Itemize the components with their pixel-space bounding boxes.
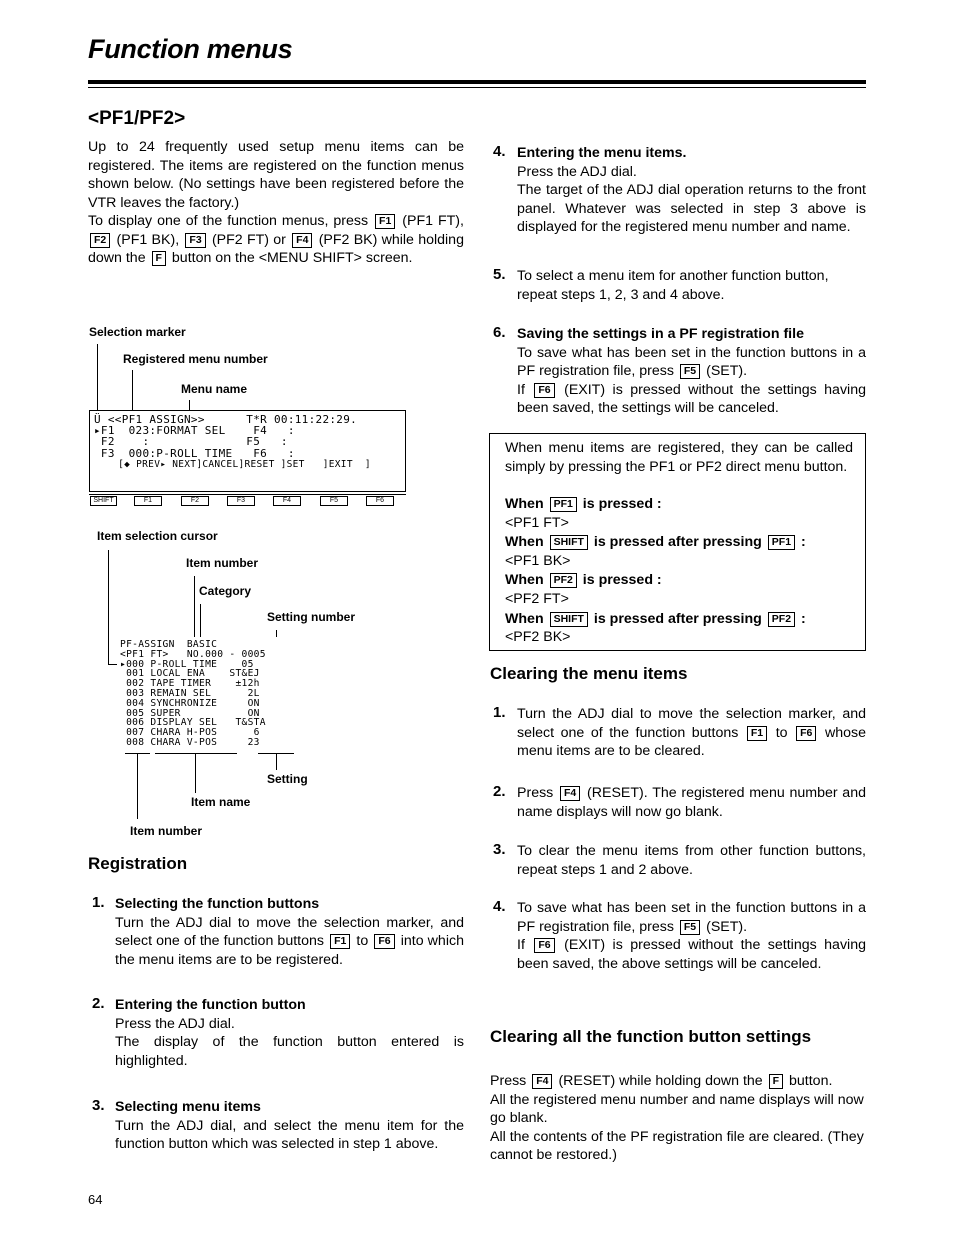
step-text: (SET). [706,363,748,380]
label-category: Category [199,584,252,598]
fkey-strip-line [89,494,406,495]
label-item-number-top: Item number [186,556,259,570]
step-body [517,381,866,418]
lcd-row: PF-ASSIGN BASIC [120,639,218,650]
note-rules [505,495,853,647]
step-body: Press the ADJ dial. [115,1015,235,1032]
fkey-f6: F6 [366,496,394,506]
key-f2: F2 [90,233,110,248]
step-text: If [517,381,525,398]
note-result: <PF2 BK> [505,629,571,646]
label-registered-menu-number: Registered menu number [123,352,268,366]
step-number: 6. [493,324,506,341]
step-text: (SET). [706,918,748,935]
label-item-number-bottom: Item number [130,824,203,838]
clearing-all-line: All the contents of the PF registration file are cleared. (They cannot be restored.) [490,1128,864,1164]
key-f4: F4 [560,786,580,801]
step-number: 2. [493,783,506,800]
clearing-title: Clearing the menu items [490,664,688,683]
step-text: into which the menu items are to be registered. [115,933,464,968]
step-text: Turn the ADJ dial to move the selection marker, and select one of the function buttons [517,706,866,741]
note-rule [505,571,853,590]
step-body: The target of the ADJ dial operation returns to the front panel. Whatever was selected in step 3 above is displayed for the registered menu number and name. [517,182,866,236]
step-heading: Selecting the function buttons [115,896,320,912]
clearing-all-body [490,1072,866,1165]
key-pf2: PF2 [550,573,577,588]
step-text: (RESET). The registered menu number and name displays will now go blank. [517,785,866,820]
note-colon: : [801,534,806,551]
lcd-row: ▸000 P-ROLL TIME 05 [120,658,254,670]
key-f5: F5 [680,364,700,379]
clearing-all-line [490,1072,866,1091]
clearing-step-3: To clear the menu items from other function buttons, repeat steps 1 and 2 above. [517,843,866,878]
label-item-name: Item name [191,795,251,809]
lcd-row: 002 TAPE TIMER ±12h [120,678,260,690]
note-is-pressed-after: is pressed after pressing [593,534,762,551]
leader-line [108,550,109,664]
lcd-row: 004 SYNCHRONIZE ON [120,697,260,709]
lcd-row: 003 REMAIN SEL 2L [120,687,260,699]
key-pf2: PF2 [768,612,795,627]
registration-step-3 [115,1098,464,1154]
step-number: 4. [493,898,506,915]
page-title: Function menus [88,34,293,64]
fkey-f3: F3 [227,496,255,506]
key-shift: SHIFT [550,612,588,627]
step-number: 1. [92,894,105,911]
lcd-row: [◆ PREV▸ NEXT]CANCEL]RESET ]SET ]EXIT ] [94,458,371,470]
intro-text: button on the <MENU SHIFT> screen. [171,250,413,267]
key-f6: F6 [534,383,554,398]
lcd-row: 008 CHARA V-POS 23 [120,736,260,748]
step-heading: Saving the settings in a PF registration file [517,326,804,342]
step-body: Turn the ADJ dial, and select the menu item for the function button which was selected in step 1 above. [115,1117,464,1153]
key-pf1: PF1 [550,497,577,512]
fkey-f1: F1 [134,496,162,506]
key-shift: SHIFT [550,535,588,550]
intro-text: (PF2 BK) while holding down the [88,231,464,267]
intro-paragraph-1 [88,138,464,212]
registration-step-4 [517,144,866,237]
note-when: When [505,496,544,512]
note-box [489,433,866,651]
step-text: Press [517,785,554,801]
note-is-pressed: is pressed : [582,572,662,589]
key-f6: F6 [796,726,816,741]
label-setting-number: Setting number [267,610,356,624]
step-number: 2. [92,995,105,1012]
clearing-all-line: All the registered menu number and name displays will now go blank. [490,1091,864,1127]
intro-text: Up to 24 frequently used setup menu items can be registered. The items are registered on the function menus shown below. (No settings have been registered before the VTR leaves the factory.) [88,139,464,211]
note-result: <PF1 BK> [505,552,571,569]
step-text: Turn the ADJ dial to move the selection marker, and select one of the function buttons [115,914,464,950]
clearing-step-2 [517,784,866,821]
step-number: 3. [92,1097,105,1114]
bracket [155,753,237,754]
key-f1: F1 [747,726,767,741]
intro-text: To display one of the function menus, press [88,213,369,229]
label-selection-marker: Selection marker [89,325,186,339]
note-text: When menu items are registered, they can be called simply by pressing the PF1 or PF2 direct menu button. [505,440,853,475]
key-f1: F1 [375,214,395,229]
key-f1: F1 [330,934,350,949]
step-body: The display of the function button entered is highlighted. [115,1034,464,1069]
note-when: When [505,572,544,589]
step-number: 1. [493,704,506,721]
step-body: Press the ADJ dial. [517,163,637,180]
leader-line [137,753,138,819]
intro-paragraph-2 [88,212,464,268]
key-f3: F3 [185,233,205,248]
lcd-row: 007 CHARA H-POS 6 [120,727,260,739]
clearing-all-title: Clearing all the function button settings [490,1027,812,1046]
step-text: To save what has been set in the function buttons in a PF registration file, press [517,900,866,935]
leader-line [276,753,277,770]
fkey-f4: F4 [273,496,301,506]
lcd-row: 005 SUPER ON [120,707,260,719]
label-setting: Setting [267,772,308,786]
label-item-selection-cursor: Item selection cursor [97,529,218,543]
lcd-row: F2 : F5 : [94,435,288,449]
key-f5: F5 [680,920,700,935]
key-f6: F6 [374,934,394,949]
key-f: F [152,251,166,266]
step-heading: Entering the menu items. [517,145,687,161]
lcd-row: 006 DISPLAY SEL T&STA [120,717,266,729]
lcd-row: ▸F1 023:FORMAT SEL F4 : [94,424,295,438]
note-colon: : [801,610,806,627]
step-number: 4. [493,143,506,160]
step-heading: Selecting menu items [115,1099,261,1115]
note-is-pressed: is pressed : [582,496,662,512]
lcd-row: Ü <<PF1 ASSIGN>> T*R 00:11:22:29. [94,413,358,426]
step-heading: Entering the function button [115,997,306,1013]
note-when: When [505,534,544,551]
key-f4: F4 [532,1074,552,1089]
key-f6: F6 [534,938,554,953]
title-rule [88,80,866,84]
note-rule [505,495,853,514]
step-body [517,936,866,973]
intro-text: (PF1 BK), [116,231,180,248]
lcd-pf-assign-list [117,637,295,750]
step-text: (EXIT) is pressed without the settings having been saved, the settings will be canceled. [517,381,866,417]
clearing-step-4 [517,899,866,973]
step-body [517,344,866,381]
step-text: whose menu items are to be cleared. [517,724,866,760]
page-number: 64 [88,1192,103,1207]
fkey-f5: F5 [320,496,348,506]
step-text: to [356,933,369,950]
step-text: to [775,724,788,741]
intro-text: (PF1 FT), [402,213,464,229]
registration-step-2 [115,996,464,1070]
step-text: (EXIT) is pressed without the settings having been saved, the above settings will be canceled. [517,937,866,972]
registration-title: Registration [88,854,188,873]
note-result: <PF2 FT> [505,590,569,607]
note-rule [505,610,853,629]
key-f: F [769,1074,783,1089]
lcd-row: <PF1 FT> NO.000 - 0005 [120,648,266,660]
body-text: (RESET) while holding down the [558,1073,763,1089]
leader-line [195,753,196,793]
registration-step-6 [517,325,866,418]
registration-step-1 [115,895,464,969]
body-text: button. [789,1073,833,1089]
fkey-f2: F2 [181,496,209,506]
fkey-shift: SHIFT [90,496,117,506]
step-body [517,899,866,936]
lcd-row: 001 LOCAL ENA ST&EJ [120,668,260,680]
lcd-row: F3 000:P-ROLL TIME F6 : [94,446,295,460]
note-result: <PF1 FT> [505,514,569,531]
note-rule [505,533,853,552]
note-is-pressed-after: is pressed after pressing [593,610,762,627]
leader-line [97,344,98,420]
step-text: To save what has been set in the function buttons in a PF registration file, press [517,344,866,380]
registration-step-5: To select a menu item for another function button, repeat steps 1, 2, 3 and 4 above. [517,268,829,303]
step-text: If [517,937,525,954]
key-f4: F4 [292,233,312,248]
section-title: <PF1/PF2> [88,108,186,129]
clearing-step-1 [517,705,866,761]
step-body [115,914,464,970]
step-number: 3. [493,841,506,858]
note-when: When [505,610,544,627]
step-number: 5. [493,266,506,283]
label-menu-name: Menu name [181,382,248,396]
lcd-pf1-assign-screen [89,410,406,492]
intro-text: (PF2 FT) or [211,231,286,248]
key-pf1: PF1 [768,535,795,550]
title-rule-thin [88,87,866,88]
body-text: Press [490,1073,527,1089]
